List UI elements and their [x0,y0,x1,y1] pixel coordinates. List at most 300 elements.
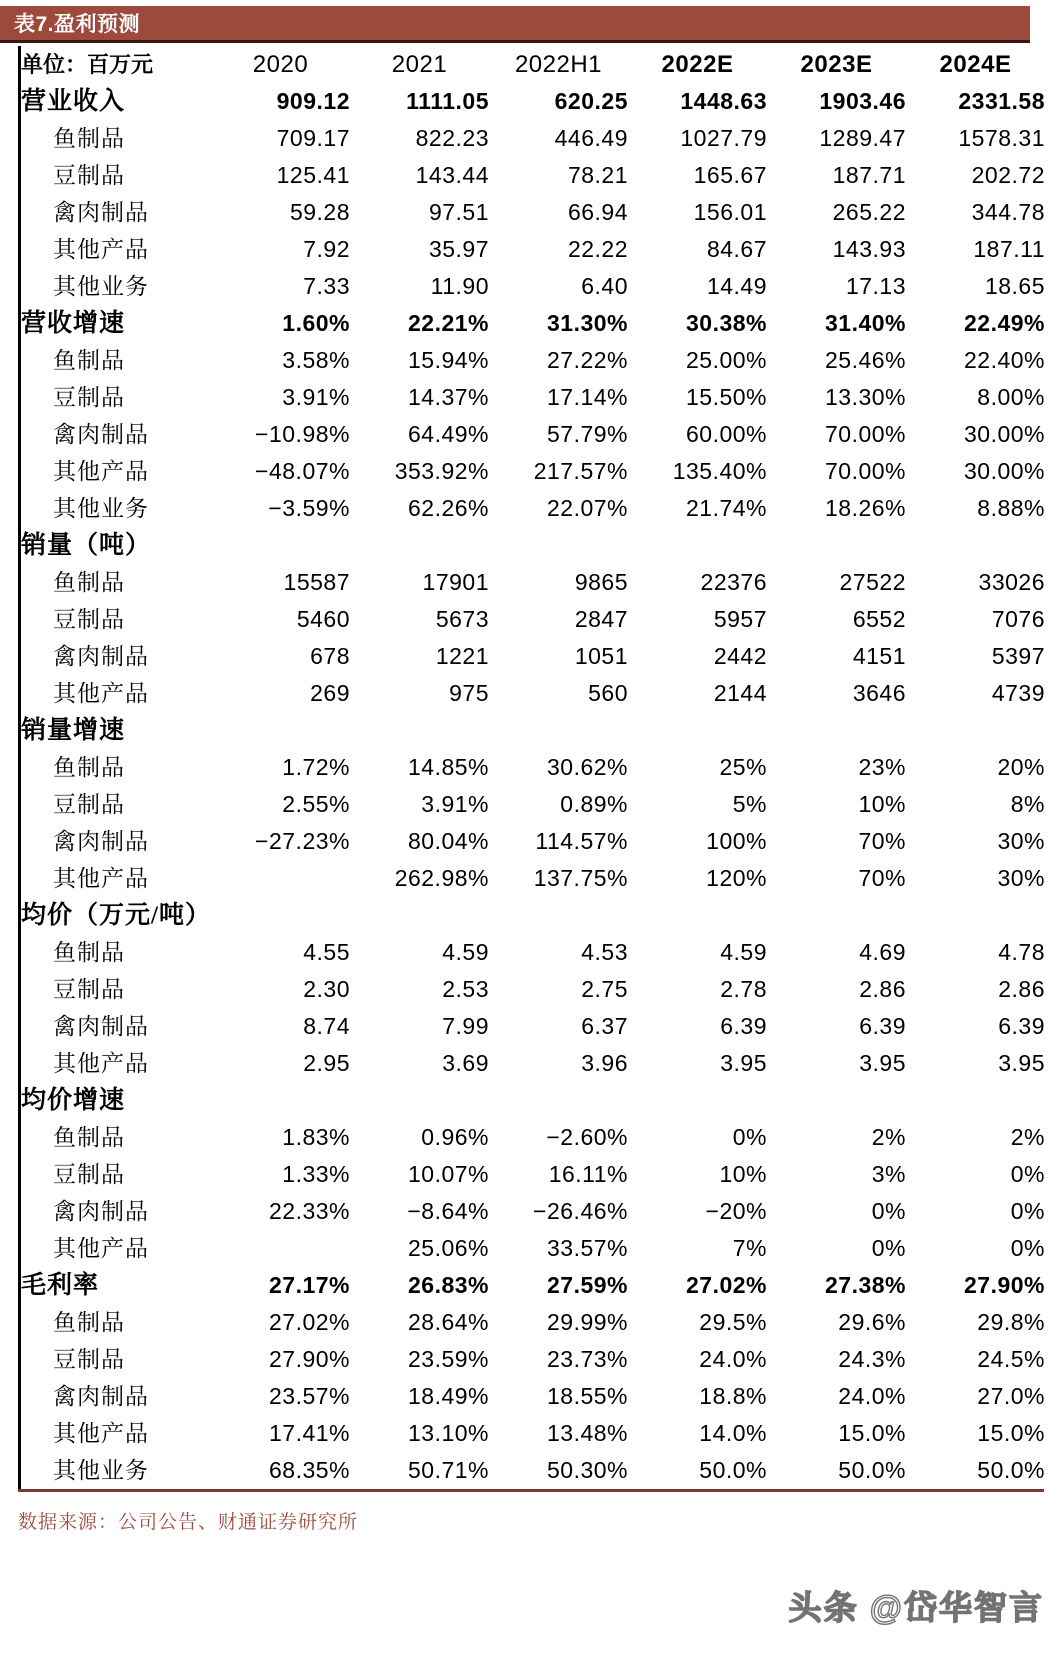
table-cell: 15.94% [407,347,489,373]
table-cell: 5% [732,791,767,817]
table-cell: −26.46% [533,1198,628,1224]
table-cell: 0% [871,1235,906,1261]
table-cell: 64.49% [407,421,489,447]
table-cell: 70.00% [824,421,906,447]
table-cell: 23.73% [546,1346,628,1372]
row-label: 其他业务 [53,274,149,299]
table-cell: 1.83% [282,1124,350,1150]
table-row [21,675,1045,712]
table-cell: −27.23% [255,828,350,854]
table-cell: 3.96 [581,1050,628,1076]
table-cell: 1578.31 [958,125,1045,151]
table-cell: 3.91% [282,384,350,410]
table-cell: −8.64% [407,1198,489,1224]
table-cell: 70.00% [824,458,906,484]
table-cell: 6.37 [581,1013,628,1039]
row-label: 其他产品 [53,1236,149,1261]
table-cell: 135.40% [672,458,767,484]
table-cell: 3646 [852,680,906,706]
row-label: 其他产品 [53,1051,149,1076]
table-cell: 24.0% [699,1346,767,1372]
table-cell [906,1082,1045,1119]
table-cell [628,527,767,564]
table-cell: 1289.47 [819,125,906,151]
table-cell: 1448.63 [680,88,767,114]
table-cell: 14.37% [407,384,489,410]
table-cell: 30% [997,865,1045,891]
table-cell: 125.41 [276,162,350,188]
table-cell: 4.78 [998,939,1045,965]
table-cell: 1027.79 [680,125,767,151]
row-label: 均价（万元/吨） [21,902,211,929]
table-cell: 8.74 [303,1013,350,1039]
table-cell: 3.95 [998,1050,1045,1076]
table-cell: 27.02% [268,1309,350,1335]
table-cell: 1.33% [282,1161,350,1187]
table-row [21,453,1045,490]
table-cell: 25.00% [685,347,767,373]
table-cell: 909.12 [276,88,350,114]
table-cell: 15587 [283,569,350,595]
table-cell [489,1082,628,1119]
row-label: 禽肉制品 [53,1384,149,1409]
table-cell: 35.97 [428,236,489,262]
table-cell: 27.22% [546,347,628,373]
table-row [21,231,1045,268]
table-cell: 2.78 [720,976,767,1002]
table-cell: 30.38% [685,310,767,336]
table-cell: 20% [997,754,1045,780]
table-cell: 59.28 [289,199,350,225]
table-row [21,1008,1045,1045]
table-cell: 15.50% [685,384,767,410]
row-label: 禽肉制品 [53,422,149,447]
table-cell [767,897,906,934]
table-row [21,342,1045,379]
column-header-2022E: 2022E [661,50,734,78]
table-cell: 8% [1010,791,1045,817]
table-cell: 70% [858,828,906,854]
table-cell: 678 [310,643,350,669]
table-cell [350,527,489,564]
table-cell: 6.40 [581,273,628,299]
table-cell: 1111.05 [406,88,489,114]
table-row [21,1341,1045,1378]
row-label: 营收增速 [21,310,126,337]
table-cell: 27.02% [685,1272,767,1298]
row-label: 豆制品 [53,977,125,1002]
table-cell: 18.65 [984,273,1045,299]
table-row [21,1378,1045,1415]
table-cell: 187.11 [973,236,1045,262]
table-cell: 4.55 [303,939,350,965]
table-cell: 68.35% [268,1457,350,1483]
row-label: 其他产品 [53,866,149,891]
table-cell: 7076 [991,606,1045,632]
table-cell: 975 [449,680,489,706]
table-row [21,601,1045,638]
table-cell: 17901 [422,569,489,595]
table-cell: 1.60% [282,310,350,336]
table-cell: 27.38% [824,1272,906,1298]
table-cell: 18.49% [407,1383,489,1409]
column-header-2021: 2021 [391,50,448,78]
table-cell [211,860,350,897]
table-cell [906,712,1045,749]
table-row [21,823,1045,860]
table-cell: 1051 [574,643,628,669]
table-cell: 17.13 [845,273,906,299]
table-cell: 709.17 [276,125,350,151]
table-cell: 4.59 [720,939,767,965]
table-row [21,897,1045,934]
table-cell: 50.0% [977,1457,1045,1483]
row-label: 毛利率 [21,1272,100,1299]
table-cell: 29.5% [699,1309,767,1335]
column-header-2022H1: 2022H1 [514,50,603,78]
table-cell: 29.99% [546,1309,628,1335]
table-cell: 27.0% [977,1383,1045,1409]
table-row [21,1045,1045,1082]
table-cell: 7.99 [442,1013,489,1039]
table-cell [628,712,767,749]
table-cell [906,897,1045,934]
table-row [21,1304,1045,1341]
table-cell: 10% [719,1161,767,1187]
table-row [21,1415,1045,1452]
table-cell [628,1082,767,1119]
column-header-unit: 单位：百万元 [21,51,154,77]
row-label: 其他产品 [53,681,149,706]
table-cell: 165.67 [693,162,767,188]
table-cell: 22.49% [963,310,1045,336]
data-source-note: 数据来源：公司公告、财通证券研究所 [18,1512,359,1533]
table-cell: 24.3% [838,1346,906,1372]
table-cell: 13.48% [546,1420,628,1446]
table-cell: 265.22 [832,199,906,225]
table-cell: 3% [871,1161,906,1187]
table-cell: 6552 [852,606,906,632]
table-cell: 0% [871,1198,906,1224]
table-cell: 31.40% [824,310,906,336]
table-cell: 84.67 [706,236,767,262]
table-row [21,749,1045,786]
table-cell [211,1230,350,1267]
row-label: 豆制品 [53,163,125,188]
table-cell: 2.86 [859,976,906,1002]
table-cell: 29.8% [977,1309,1045,1335]
table-cell: 30.00% [963,421,1045,447]
table-cell: 217.57% [533,458,628,484]
table-cell: 23.59% [407,1346,489,1372]
table-cell: 33.57% [546,1235,628,1261]
table-row [21,1267,1045,1304]
watermark-label: 头条 @岱华智言 [788,1589,1044,1626]
table-cell [628,897,767,934]
table-cell: 8.00% [977,384,1045,410]
table-cell: 0% [732,1124,767,1150]
row-label: 禽肉制品 [53,200,149,225]
table-cell: −48.07% [255,458,350,484]
table-cell: 202.72 [971,162,1045,188]
table-cell: 14.0% [699,1420,767,1446]
row-label: 销量（吨） [21,532,152,559]
row-label: 其他产品 [53,1421,149,1446]
table-cell: 137.75% [533,865,628,891]
table-cell: 11.90 [430,273,489,299]
table-cell: 25.06% [407,1235,489,1261]
table-cell: 8.88% [977,495,1045,521]
table-cell [350,1082,489,1119]
table-cell: 114.57% [535,828,628,854]
table-cell: 24.0% [838,1383,906,1409]
row-label: 销量增速 [21,717,126,744]
row-label: 鱼制品 [53,126,125,151]
table-cell: 3.95 [720,1050,767,1076]
table-cell: 29.6% [838,1309,906,1335]
table-cell: 97.51 [428,199,489,225]
table-cell: 31.30% [546,310,628,336]
table-cell: 2% [871,1124,906,1150]
table-cell: 26.83% [407,1272,489,1298]
table-row [21,860,1045,897]
table-row [21,490,1045,527]
table-cell: 50.0% [699,1457,767,1483]
column-header-2023E: 2023E [800,50,873,78]
table-row [21,527,1045,564]
table-cell: 25% [719,754,767,780]
row-label: 豆制品 [53,607,125,632]
table-cell: 2.53 [442,976,489,1002]
table-cell: 100% [706,828,767,854]
table-cell: 0% [1010,1161,1045,1187]
table-row [21,1230,1045,1267]
table-cell: 17.41% [268,1420,350,1446]
table-cell: 7% [732,1235,767,1261]
table-cell [350,897,489,934]
table-cell: 2144 [713,680,767,706]
table-cell: 9865 [574,569,628,595]
table-cell: 2847 [574,606,628,632]
table-cell: 4.59 [442,939,489,965]
table-cell: 4739 [991,680,1045,706]
table-cell: 5397 [991,643,1045,669]
table-cell [350,712,489,749]
row-label: 营业收入 [21,88,126,115]
table-row [21,194,1045,231]
table-cell: 15.0% [977,1420,1045,1446]
table-cell: 23.57% [268,1383,350,1409]
row-label: 其他业务 [53,1458,149,1483]
table-cell [211,712,350,749]
row-label: 鱼制品 [53,1125,125,1150]
table-title-bar [0,6,1030,43]
table-cell: −20% [705,1198,767,1224]
row-label: 豆制品 [53,1162,125,1187]
table-row [21,1452,1045,1489]
table-cell: 2% [1010,1124,1045,1150]
table-cell: 4151 [852,643,906,669]
table-cell: 50.0% [838,1457,906,1483]
row-label: 其他业务 [53,496,149,521]
table-bottom-rule [18,1489,1044,1492]
table-cell [211,897,350,934]
table-cell: 18.26% [824,495,906,521]
table-cell [767,712,906,749]
column-header-2024E: 2024E [939,50,1012,78]
table-cell: 1221 [435,643,489,669]
row-label: 禽肉制品 [53,1014,149,1039]
table-cell: 2.55% [282,791,350,817]
table-cell: 143.93 [832,236,906,262]
table-cell [767,1082,906,1119]
table-cell: −10.98% [255,421,350,447]
table-row [21,564,1045,601]
table-cell [211,1082,350,1119]
table-cell: 6.39 [998,1013,1045,1039]
table-row [21,83,1045,120]
table-cell: 22.07% [546,495,628,521]
table-cell [211,527,350,564]
table-cell: 1.72% [282,754,350,780]
table-cell: 2.75 [581,976,628,1002]
table-cell: 70% [858,865,906,891]
table-cell: 60.00% [685,421,767,447]
table-cell: 62.26% [407,495,489,521]
table-cell: 2442 [713,643,767,669]
row-label: 均价增速 [21,1087,126,1114]
table-cell: 16.11% [548,1161,628,1187]
row-label: 其他产品 [53,237,149,262]
table-cell: 120% [706,865,767,891]
table-cell: 28.64% [407,1309,489,1335]
row-label: 鱼制品 [53,940,125,965]
table-cell: 50.30% [546,1457,628,1483]
table-cell: 18.55% [546,1383,628,1409]
table-cell: −3.59% [268,495,350,521]
table-cell: 24.5% [977,1346,1045,1372]
table-cell: 7.92 [303,236,350,262]
table-cell: 560 [588,680,628,706]
table-cell: 3.69 [442,1050,489,1076]
table-cell: 4.53 [581,939,628,965]
table-cell: 4.69 [859,939,906,965]
table-cell: 25.46% [824,347,906,373]
table-cell: 22.22 [567,236,628,262]
table-row [21,1082,1045,1119]
table-cell: 23% [858,754,906,780]
table-cell [767,527,906,564]
table-cell: 22.21% [407,310,489,336]
row-label: 豆制品 [53,1347,125,1372]
table-row [21,416,1045,453]
table-row [21,1119,1045,1156]
table-cell: 27.17% [268,1272,350,1298]
table-cell: 15.0% [838,1420,906,1446]
table-cell: 14.49 [706,273,767,299]
table-cell: 0% [1010,1198,1045,1224]
table-cell: 187.71 [832,162,906,188]
table-cell: 57.79% [546,421,628,447]
row-label: 豆制品 [53,385,125,410]
table-cell: 5673 [435,606,489,632]
table-cell: 2.95 [303,1050,350,1076]
table-row [21,934,1045,971]
table-cell: 5460 [296,606,350,632]
table-cell: 3.91% [421,791,489,817]
table-cell: 6.39 [720,1013,767,1039]
table-cell: 353.92% [394,458,489,484]
profit-forecast-table-wrapper [18,46,1044,1489]
table-cell: 10% [858,791,906,817]
row-label: 禽肉制品 [53,829,149,854]
table-cell: 446.49 [554,125,628,151]
table-cell: 50.71% [407,1457,489,1483]
table-cell: 10.07% [407,1161,489,1187]
table-cell [489,527,628,564]
table-cell: 27522 [839,569,906,595]
table-cell: 0% [1010,1235,1045,1261]
table-row [21,638,1045,675]
row-label: 鱼制品 [53,348,125,373]
row-label: 鱼制品 [53,1310,125,1335]
row-label: 鱼制品 [53,755,125,780]
table-cell: 27.59% [546,1272,628,1298]
table-row [21,786,1045,823]
row-label: 其他产品 [53,459,149,484]
table-cell: 3.95 [859,1050,906,1076]
table-cell: 269 [310,680,350,706]
table-cell [489,712,628,749]
table-cell: 0.96% [421,1124,489,1150]
table-row [21,268,1045,305]
column-header-2020: 2020 [252,50,309,78]
table-cell: 66.94 [567,199,628,225]
table-cell: 7.33 [303,273,350,299]
table-cell: 17.14% [546,384,628,410]
table-cell: 344.78 [971,199,1045,225]
table-row [21,305,1045,342]
table-cell: 2.86 [998,976,1045,1002]
table-cell: 27.90% [963,1272,1045,1298]
table-cell: −2.60% [546,1124,628,1150]
table-header-row [21,46,1045,83]
table-cell: 30.62% [546,754,628,780]
table-cell: 22376 [700,569,767,595]
table-cell: 33026 [978,569,1045,595]
table-cell: 13.30% [824,384,906,410]
table-cell: 1903.46 [819,88,906,114]
table-cell: 0.89% [560,791,628,817]
table-cell: 18.8% [699,1383,767,1409]
table-cell: 30.00% [963,458,1045,484]
table-cell: 2.30 [303,976,350,1002]
table-cell: 30% [997,828,1045,854]
table-cell: 22.40% [963,347,1045,373]
table-cell: 262.98% [394,865,489,891]
row-label: 鱼制品 [53,570,125,595]
row-label: 豆制品 [53,792,125,817]
table-row [21,120,1045,157]
table-row [21,1193,1045,1230]
table-row [21,157,1045,194]
table-row [21,379,1045,416]
page-title: 表7.盈利预测 [14,13,141,36]
table-cell: 80.04% [407,828,489,854]
table-cell: 13.10% [407,1420,489,1446]
table-cell: 22.33% [268,1198,350,1224]
table-cell: 620.25 [554,88,628,114]
